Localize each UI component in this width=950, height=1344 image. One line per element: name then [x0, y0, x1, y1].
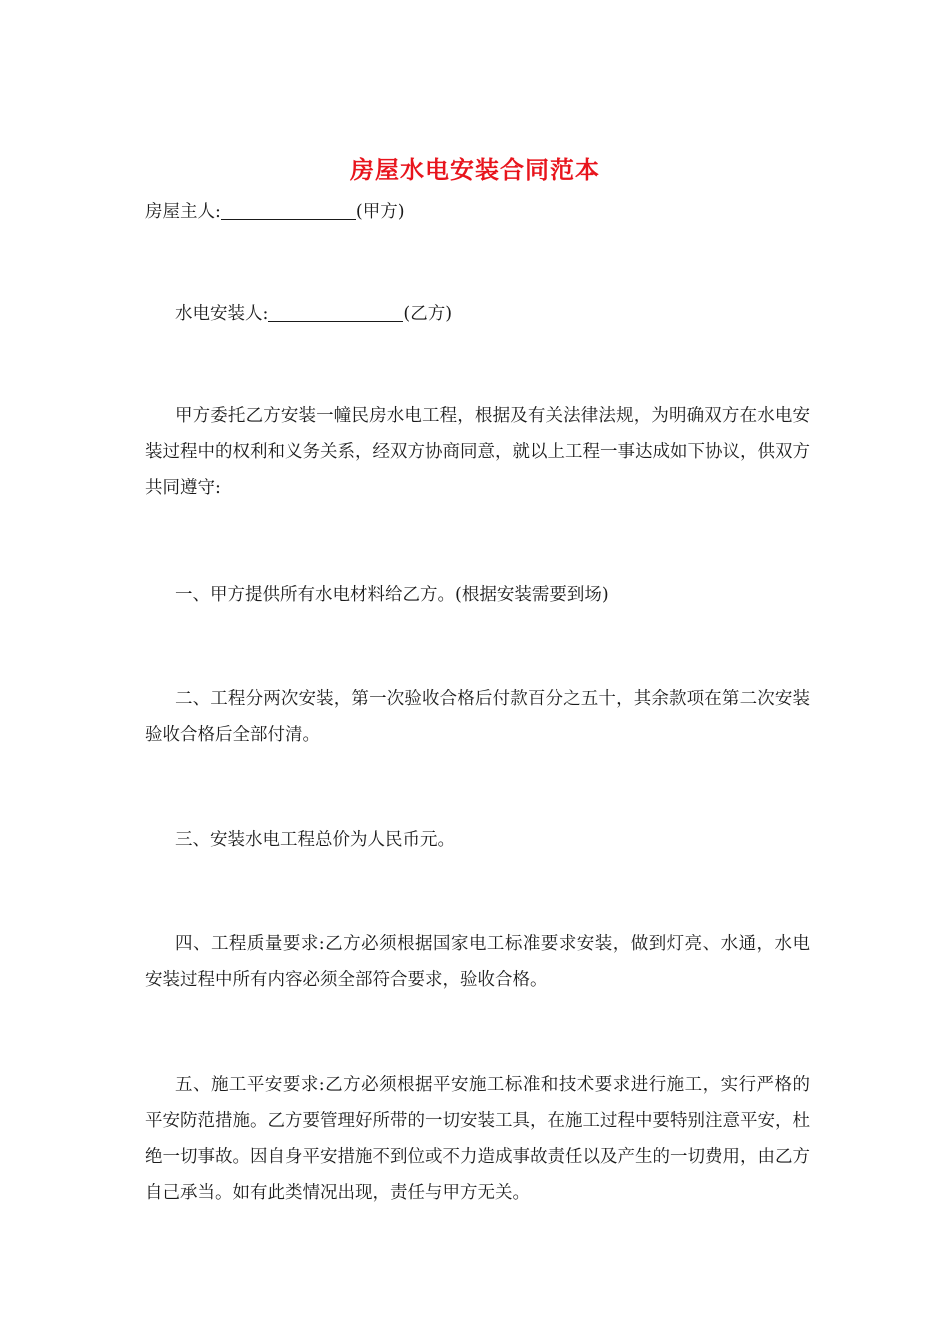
paragraph-clause-4: 四、工程质量要求:乙方必须根据国家电工标准要求安装，做到灯亮、水通，水电安装过程中所有内容必须全部符合要求，验收合格。: [145, 934, 810, 990]
party-a-line: [145, 196, 405, 228]
paragraph-intro: 甲方委托乙方安装一幢民房水电工程，根据及有关法律法规，为明确双方在水电安装过程中的权利和义务关系，经双方协商同意，就以上工程一事达成如下协议，供双方共同遵守:: [145, 406, 810, 498]
paragraph-clause-1: 一、甲方提供所有水电材料给乙方。(根据安装需要到场): [175, 585, 609, 605]
paragraph-clause-2: 二、工程分两次安装，第一次验收合格后付款百分之五十，其余款项在第二次安装验收合格后全部付清。: [145, 689, 810, 745]
party-b-line: [175, 298, 452, 330]
party-b-blank: [268, 301, 403, 322]
party-a-suffix: (甲方): [355, 202, 405, 222]
party-a-label: 房屋主人:: [145, 202, 221, 222]
paragraph-clause-5: 五、施工平安要求:乙方必须根据平安施工标准和技术要求进行施工，实行严格的平安防范措施。乙方要管理好所带的一切安装工具，在施工过程中要特别注意平安，杜绝一切事故。因自身平安措施不到位或不力造成事故责任以及产生的一切费用，由乙方自己承当。如有此类情况出现，责任与甲方无关。: [145, 1075, 810, 1203]
paragraph-clause-3: 三、安装水电工程总价为人民币元。: [175, 830, 455, 850]
party-b-suffix: (乙方): [403, 304, 453, 324]
party-a-blank: [221, 199, 356, 220]
party-b-label: 水电安装人:: [175, 304, 269, 324]
document-title: 房屋水电安装合同范本: [350, 155, 600, 184]
